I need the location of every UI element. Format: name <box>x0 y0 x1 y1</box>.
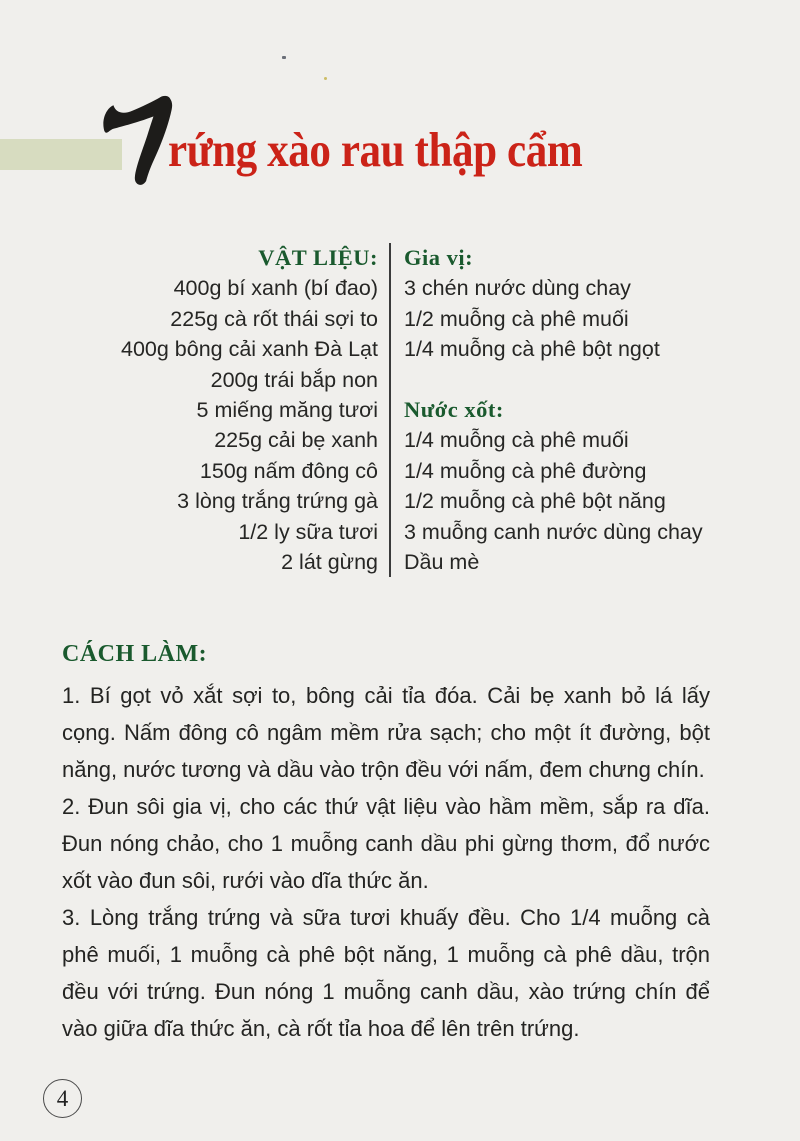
seasoning-item: 3 chén nước dùng chay <box>404 276 631 301</box>
seasoning-item: 1/4 muỗng cà phê đường <box>404 458 647 483</box>
method-step-1: 1. Bí gọt vỏ xắt sợi to, bông cải tỉa đóa. Cải bẹ xanh bỏ lá lấy cọng. Nấm đông cô ngâm mềm rửa sạch; cho một ít đường, bột năng, nước tương và dầu vào trộn đều với nấm, đem chưng chín. <box>62 683 710 782</box>
page-title: rứng xào rau thập cẩm <box>168 122 583 177</box>
method-header: CÁCH LÀM: <box>62 641 208 667</box>
blank-row <box>404 365 744 395</box>
ingredients-header: VẬT LIỆU: <box>258 245 378 270</box>
seasoning-item: 1/4 muỗng cà phê bột ngọt <box>404 337 660 362</box>
seasoning-item: 1/2 muỗng cà phê muối <box>404 306 629 331</box>
seasonings-column <box>391 243 744 577</box>
sauce-header: Nước xốt: <box>404 396 504 422</box>
ingredient-item: 5 miếng măng tươi <box>196 397 378 422</box>
ingredient-item: 150g nấm đông cô <box>199 458 378 483</box>
ingredient-item: 200g trái bắp non <box>210 367 378 392</box>
ingredient-item: 225g cải bẹ xanh <box>214 428 378 453</box>
seasoning-item: 3 muỗng canh nước dùng chay <box>404 519 703 544</box>
ingredient-item: 225g cà rốt thái sợi to <box>170 306 378 331</box>
page-number <box>43 1079 82 1118</box>
ingredient-item: 2 lát gừng <box>281 549 378 574</box>
seasoning-item: 1/2 muỗng cà phê bột năng <box>404 489 666 514</box>
ingredient-item: 400g bông cải xanh Đà Lạt <box>120 337 378 362</box>
ingredients-section <box>60 243 744 577</box>
ingredient-item: 3 lòng trắng trứng gà <box>177 489 378 514</box>
spices-header: Gia vị: <box>404 245 474 270</box>
page-number-value: 4 <box>56 1085 69 1111</box>
title-initial-t <box>101 94 177 188</box>
brush-letter-t-icon <box>101 94 177 188</box>
method-step-2: 2. Đun sôi gia vị, cho các thứ vật liệu vào hầm mềm, sắp ra dĩa. Đun nóng chảo, cho 1 muỗng canh dầu phi gừng thơm, đổ nước xốt vào đun sôi, rưới vào dĩa thức ăn. <box>62 794 710 893</box>
scan-speck <box>282 56 286 59</box>
method-step-3: 3. Lòng trắng trứng và sữa tươi khuấy đều. Cho 1/4 muỗng cà phê muối, 1 muỗng cà phê bột năng, 1 muỗng cà phê dầu, trộn đều với trứng. Đun nóng 1 muỗng canh dầu, xào trứng chín để vào giữa dĩa thức ăn, cà rốt tỉa hoa để lên trên trứng. <box>62 905 710 1041</box>
ingredient-item: 1/2 ly sữa tươi <box>238 519 378 544</box>
scan-speck <box>324 77 327 80</box>
seasoning-item: Dầu mè <box>404 549 480 574</box>
ingredient-item: 400g bí xanh (bí đao) <box>173 276 378 301</box>
seasoning-item: 1/4 muỗng cà phê muối <box>404 428 629 453</box>
ingredients-column <box>60 243 389 577</box>
method-section <box>62 641 710 1047</box>
